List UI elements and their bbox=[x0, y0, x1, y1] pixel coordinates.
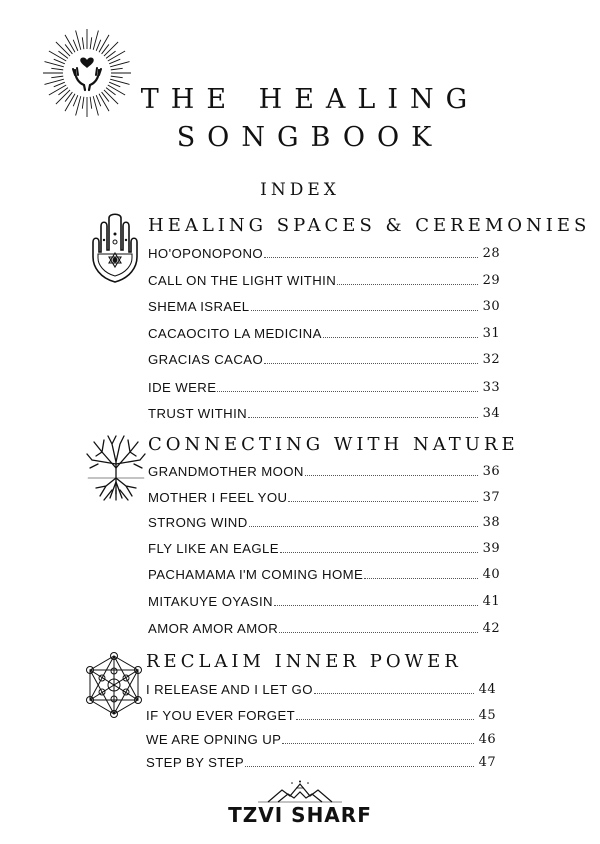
toc-entry[interactable] bbox=[148, 296, 500, 314]
section-title-reclaim-power: RECLAIM INNER POWER bbox=[146, 651, 462, 672]
toc-entry[interactable] bbox=[148, 591, 500, 609]
toc-entry[interactable] bbox=[148, 270, 500, 288]
mountains-icon bbox=[228, 780, 372, 804]
entry-page: 38 bbox=[482, 515, 500, 530]
index-heading: INDEX bbox=[260, 180, 340, 200]
brand-logo bbox=[228, 780, 372, 828]
entry-name: MITAKUYE OYASIN bbox=[148, 594, 273, 609]
entry-name: IDE WERE bbox=[148, 380, 217, 395]
entry-page: 32 bbox=[482, 352, 500, 367]
dot-leader bbox=[364, 578, 478, 579]
entry-page: 29 bbox=[482, 273, 500, 288]
entry-name: WE ARE OPNING UP bbox=[146, 732, 282, 747]
dot-leader bbox=[323, 337, 478, 338]
section-title-connecting-nature: CONNECTING WITH NATURE bbox=[148, 434, 519, 455]
dot-leader bbox=[249, 526, 478, 527]
entry-name: HO'OPONOPONO bbox=[148, 246, 264, 261]
toc-entry[interactable] bbox=[148, 243, 500, 261]
dot-leader bbox=[274, 605, 478, 606]
toc-entry[interactable] bbox=[148, 512, 500, 530]
dot-leader bbox=[314, 693, 474, 694]
hamsa-icon bbox=[88, 212, 142, 284]
entry-page: 28 bbox=[482, 246, 500, 261]
dot-leader bbox=[251, 310, 478, 311]
entry-name: IF YOU EVER FORGET bbox=[146, 708, 296, 723]
toc-entry[interactable] bbox=[148, 564, 500, 582]
dot-leader bbox=[279, 632, 478, 633]
entry-name: SHEMA ISRAEL bbox=[148, 299, 250, 314]
dot-leader bbox=[264, 257, 478, 258]
entry-name: GRACIAS CACAO bbox=[148, 352, 264, 367]
toc-entry[interactable] bbox=[148, 618, 500, 636]
entry-name: GRANDMOTHER MOON bbox=[148, 464, 304, 479]
toc-entry[interactable] bbox=[148, 538, 500, 556]
tree-of-life-icon bbox=[84, 432, 148, 502]
entry-name: TRUST WITHIN bbox=[148, 406, 248, 421]
entry-page: 33 bbox=[482, 380, 500, 395]
metatron-cube-icon bbox=[82, 652, 146, 718]
entry-page: 39 bbox=[482, 541, 500, 556]
toc-entry[interactable] bbox=[146, 679, 496, 697]
toc-entry[interactable] bbox=[148, 403, 500, 421]
entry-page: 30 bbox=[482, 299, 500, 314]
toc-entry[interactable] bbox=[146, 705, 496, 723]
entry-page: 36 bbox=[482, 464, 500, 479]
toc-entry[interactable] bbox=[148, 461, 500, 479]
dot-leader bbox=[245, 766, 474, 767]
dot-leader bbox=[305, 475, 478, 476]
dot-leader bbox=[296, 719, 474, 720]
dot-leader bbox=[282, 743, 474, 744]
dot-leader bbox=[217, 391, 478, 392]
entry-page: 44 bbox=[478, 682, 496, 697]
entry-name: MOTHER I FEEL YOU bbox=[148, 490, 288, 505]
toc-entry[interactable] bbox=[148, 349, 500, 367]
entry-page: 41 bbox=[482, 594, 500, 609]
toc-entry[interactable] bbox=[146, 729, 496, 747]
entry-page: 42 bbox=[482, 621, 500, 636]
toc-entry[interactable] bbox=[148, 487, 500, 505]
dot-leader bbox=[337, 284, 478, 285]
dot-leader bbox=[248, 417, 478, 418]
entry-name: CALL ON THE LIGHT WITHIN bbox=[148, 273, 337, 288]
entry-page: 34 bbox=[482, 406, 500, 421]
section-title-healing-spaces: HEALING SPACES & CEREMONIES bbox=[148, 215, 591, 236]
entry-page: 37 bbox=[482, 490, 500, 505]
dot-leader bbox=[288, 501, 478, 502]
entry-name: PACHAMAMA I'M COMING HOME bbox=[148, 567, 364, 582]
dot-leader bbox=[280, 552, 478, 553]
toc-entry[interactable] bbox=[146, 752, 496, 770]
entry-name: CACAOCITO LA MEDICINA bbox=[148, 326, 322, 341]
entry-page: 46 bbox=[478, 732, 496, 747]
entry-name: STEP BY STEP bbox=[146, 755, 245, 770]
title-line-1: THE HEALING bbox=[140, 84, 480, 115]
entry-name: STRONG WIND bbox=[148, 515, 248, 530]
brand-name: TZVI SHARF bbox=[228, 803, 372, 827]
entry-page: 40 bbox=[482, 567, 500, 582]
entry-page: 31 bbox=[482, 326, 500, 341]
toc-entry[interactable] bbox=[148, 377, 500, 395]
entry-name: I RELEASE AND I LET GO bbox=[146, 682, 313, 697]
entry-name: FLY LIKE AN EAGLE bbox=[148, 541, 279, 556]
dot-leader bbox=[264, 363, 478, 364]
entry-page: 45 bbox=[478, 708, 496, 723]
title-line-2: SONGBOOK bbox=[176, 122, 444, 153]
entry-name: AMOR AMOR AMOR bbox=[148, 621, 279, 636]
toc-entry[interactable] bbox=[148, 323, 500, 341]
entry-page: 47 bbox=[478, 755, 496, 770]
